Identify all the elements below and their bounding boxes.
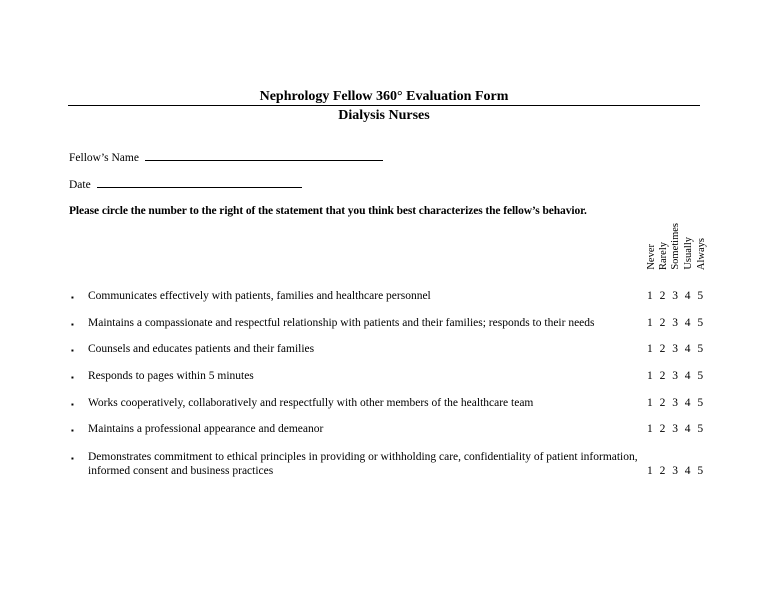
- item-statement: Responds to pages within 5 minutes: [88, 370, 254, 382]
- rating-scale-header: [646, 218, 710, 270]
- bullet-icon: ▪: [71, 454, 74, 463]
- form-subtitle: Dialysis Nurses: [338, 108, 430, 123]
- rating-option-2[interactable]: 2: [659, 290, 666, 302]
- scale-label-usually: Usually: [683, 237, 694, 270]
- scale-label-never: Never: [646, 244, 657, 270]
- rating-option-3[interactable]: 3: [672, 317, 678, 329]
- rating-option-2[interactable]: 2: [659, 397, 666, 409]
- title-divider: [68, 105, 700, 106]
- rating-option-1[interactable]: 1: [647, 465, 653, 477]
- item-statement: Demonstrates commitment to ethical principles in providing or withholding care, confidentiality of patient information, informed consent and business practices: [88, 451, 638, 477]
- rating-option-4[interactable]: 4: [684, 317, 691, 329]
- item-statement: Maintains a professional appearance and demeanor: [88, 423, 324, 435]
- rating-option-5[interactable]: 5: [697, 317, 704, 329]
- rating-option-2[interactable]: 2: [659, 423, 666, 435]
- rating-option-5[interactable]: 5: [697, 290, 704, 302]
- rating-options: [647, 464, 710, 478]
- fellow-name-label: Fellow’s Name: [69, 152, 139, 164]
- rating-option-4[interactable]: 4: [684, 290, 691, 302]
- date-blank[interactable]: [97, 177, 302, 188]
- rating-option-2[interactable]: 2: [659, 317, 666, 329]
- item-statement: Communicates effectively with patients, families and healthcare personnel: [88, 290, 431, 302]
- rating-option-4[interactable]: 4: [684, 465, 691, 477]
- form-title: Nephrology Fellow 360° Evaluation Form: [259, 89, 509, 104]
- rating-option-1[interactable]: 1: [647, 423, 653, 435]
- rating-options: [647, 316, 710, 330]
- rating-option-3[interactable]: 3: [672, 370, 678, 382]
- bullet-icon: ▪: [71, 426, 74, 435]
- date-field: [69, 177, 302, 192]
- bullet-icon: ▪: [71, 373, 74, 382]
- rating-options: [647, 422, 710, 436]
- item-statement: Counsels and educates patients and their families: [88, 343, 315, 355]
- date-label: Date: [69, 179, 91, 191]
- rating-option-5[interactable]: 5: [697, 370, 704, 382]
- rating-option-2[interactable]: 2: [659, 343, 666, 355]
- rating-options: [647, 369, 710, 383]
- item-statement: Works cooperatively, collaboratively and respectfully with other members of the healthcare team: [88, 397, 534, 409]
- rating-option-1[interactable]: 1: [647, 343, 653, 355]
- fellow-name-blank[interactable]: [145, 150, 383, 161]
- item-statement: Maintains a compassionate and respectful relationship with patients and their families; responds to their needs: [88, 317, 595, 329]
- scale-label-sometimes: Sometimes: [670, 223, 681, 270]
- rating-option-4[interactable]: 4: [684, 397, 691, 409]
- rating-option-5[interactable]: 5: [697, 397, 704, 409]
- rating-option-4[interactable]: 4: [684, 343, 691, 355]
- rating-option-1[interactable]: 1: [647, 290, 653, 302]
- rating-option-5[interactable]: 5: [697, 465, 704, 477]
- rating-option-4[interactable]: 4: [684, 370, 691, 382]
- rating-option-3[interactable]: 3: [672, 465, 678, 477]
- rating-option-1[interactable]: 1: [647, 397, 653, 409]
- instruction-text: Please circle the number to the right of the statement that you think best characterizes the fellow’s behavior.: [69, 205, 587, 217]
- rating-option-2[interactable]: 2: [659, 465, 666, 477]
- rating-option-2[interactable]: 2: [659, 370, 666, 382]
- rating-option-3[interactable]: 3: [672, 423, 678, 435]
- bullet-icon: ▪: [71, 346, 74, 355]
- rating-option-4[interactable]: 4: [684, 423, 691, 435]
- rating-option-3[interactable]: 3: [672, 397, 678, 409]
- bullet-icon: ▪: [71, 293, 74, 302]
- rating-option-3[interactable]: 3: [672, 343, 678, 355]
- rating-option-1[interactable]: 1: [647, 317, 653, 329]
- bullet-icon: ▪: [71, 320, 74, 329]
- rating-option-5[interactable]: 5: [697, 423, 704, 435]
- rating-option-5[interactable]: 5: [697, 343, 704, 355]
- rating-options: [647, 289, 710, 303]
- scale-label-rarely: Rarely: [658, 242, 669, 270]
- rating-option-3[interactable]: 3: [672, 290, 678, 302]
- scale-label-always: Always: [696, 237, 707, 270]
- rating-options: [647, 396, 710, 410]
- bullet-icon: ▪: [71, 400, 74, 409]
- rating-option-1[interactable]: 1: [647, 370, 653, 382]
- rating-options: [647, 342, 710, 356]
- fellow-name-field: [69, 150, 383, 165]
